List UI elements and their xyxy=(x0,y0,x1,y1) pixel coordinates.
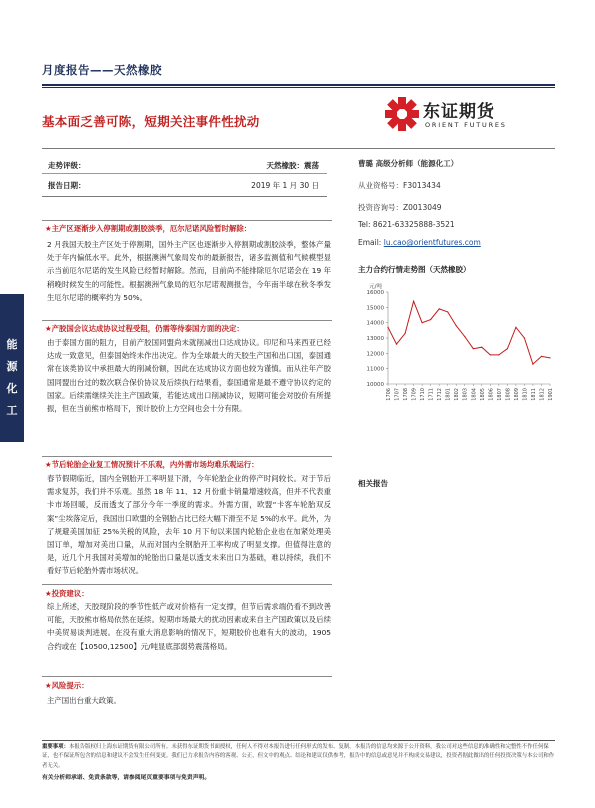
x-tick-label: 1801 xyxy=(445,388,452,401)
x-tick-label: 1901 xyxy=(548,388,554,401)
meta-bottom-rule xyxy=(42,196,327,197)
price-chart xyxy=(358,280,558,428)
x-tick-label: 1706 xyxy=(386,388,392,401)
disclaimer-label: 重要事项： xyxy=(42,744,69,750)
advisory-label: 投资咨询号： xyxy=(358,203,403,212)
price-data-point xyxy=(490,354,491,355)
y-tick-label: 14000 xyxy=(366,320,384,327)
price-data-point xyxy=(404,333,405,334)
section-rule xyxy=(42,584,332,585)
section-heading-risk: ★风险提示： xyxy=(45,681,89,690)
email-link[interactable]: lu.cao@orientfutures.com xyxy=(383,238,481,247)
price-series-line xyxy=(388,301,550,364)
disclaimer xyxy=(42,743,555,771)
x-tick-label: 1802 xyxy=(454,388,461,401)
report-meta xyxy=(42,154,327,194)
cert-label: 从业资格号： xyxy=(358,181,403,190)
x-tick-label: 1708 xyxy=(403,388,410,401)
price-data-point xyxy=(430,319,431,320)
analyst-name: 曹璐 高级分析师（能源化工） xyxy=(358,159,459,168)
disclaimer-footer: 有关分析师承诺、免责条款等，请参阅尾页重要事项与免责声明。 xyxy=(42,775,211,781)
price-data-point xyxy=(524,337,525,338)
price-data-point xyxy=(387,327,388,328)
related-reports-heading: 相关报告 xyxy=(358,479,388,488)
price-data-point xyxy=(447,311,448,312)
sidebar-label-char: 工 xyxy=(6,404,18,417)
logo-name-en: ORIENT FUTURES xyxy=(425,121,507,129)
x-tick-label: 1809 xyxy=(513,388,520,401)
x-tick-label: 1804 xyxy=(471,388,478,401)
date-label: 报告日期： xyxy=(48,181,86,190)
y-tick-label: 13000 xyxy=(366,336,384,342)
date-value: 2019 年 1 月 30 日 xyxy=(251,181,319,190)
price-data-point xyxy=(422,322,423,323)
x-tick-label: 1807 xyxy=(496,388,503,401)
price-data-point xyxy=(507,348,508,349)
footer-rule xyxy=(42,740,555,741)
cert-row xyxy=(358,180,441,191)
advisory-value: Z0013049 xyxy=(403,203,442,212)
x-tick-label: 1812 xyxy=(539,388,546,401)
advisory-row xyxy=(358,202,442,213)
y-tick-label: 16000 xyxy=(366,290,384,296)
x-tick-label: 1810 xyxy=(522,388,529,401)
price-data-point xyxy=(456,325,457,326)
sidebar-label-char: 源 xyxy=(6,360,18,373)
y-tick-label: 15000 xyxy=(366,305,384,312)
price-data-point xyxy=(413,301,414,302)
report-type-title: 月度报告——天然橡胶 xyxy=(42,63,162,77)
cert-value: F3013434 xyxy=(403,181,441,190)
rating-value: 天然橡胶：震荡 xyxy=(266,161,319,170)
price-data-point xyxy=(515,327,516,328)
logo-name-cn: 东证期货 xyxy=(423,102,495,122)
tel-row: Tel: 8621-63325888-3521 xyxy=(358,220,455,229)
price-data-point xyxy=(439,308,440,309)
section-body-supply: 2 月我国天胶主产区处于停割期，国外主产区也逐渐步入停割期或割胶淡季，整体产量处于年内偏低水平。此外，根据澳洲气象局发布的最新报告，诸多监测值和气候模型显示当前厄尔尼诺的发生风险已经暂时解除。然而，目前尚不能排除厄尔尼诺会在 19 年稍晚时候发生的可能性。根据澳洲气象局的厄尔尼诺观测报告，今年南半球在秋冬季发生厄尔尼诺的概率约为 50%。 xyxy=(47,240,331,302)
price-chart-svg xyxy=(358,280,558,428)
date-row xyxy=(42,174,327,194)
x-tick-label: 1711 xyxy=(428,388,435,401)
x-tick-label: 1806 xyxy=(488,388,495,401)
disclaimer-text: 本报告版权归上海东证期货有限公司所有。未获得东证期货书面授权，任何人不得对本报告进行任何形式的发布、复制。本报告的信息均来源于公开资料，我公司对这些信息的准确性和完整性不作任何保证，也不保证所包含的信息和建议不会发生任何变更。我们已力求报告内容的客观、公正，但文中的观点、结论和建议仅供参考，报告中的信息或意见并不构成交易建议，投资者据此做出的任何投资决策与本公司和作者无关。 xyxy=(42,744,555,769)
y-tick-label: 11000 xyxy=(366,366,384,373)
x-tick-label: 1808 xyxy=(505,388,512,401)
price-data-point xyxy=(541,356,542,357)
x-tick-label: 1712 xyxy=(437,388,444,401)
section-heading-advice: ★投资建议： xyxy=(45,589,89,598)
x-tick-label: 1710 xyxy=(420,388,427,401)
sidebar-label-char: 能 xyxy=(6,338,18,351)
header-rule xyxy=(42,84,555,86)
price-data-point xyxy=(549,357,550,358)
price-data-point xyxy=(532,363,533,364)
price-data-point xyxy=(473,348,474,349)
chart-title: 主力合约行情走势图（天然橡胶） xyxy=(358,265,471,274)
x-tick-label: 1811 xyxy=(530,388,537,401)
sidebar-label-char: 化 xyxy=(6,382,18,395)
section-rule xyxy=(42,320,332,321)
report-headline: 基本面乏善可陈，短期关注事件性扰动 xyxy=(42,114,260,129)
section-body-producers: 由于泰国方面的阻力，目前产胶国同盟尚未就削减出口达成协议。印尼和马来西亚已经达成一致意见，但泰国始终未作出决定。作为全球最大的天胶生产国和出口国，泰国通常在该类协议中承担最大的削减份额，因此在达成协议方面也较为谨慎。而从往年产胶国同盟出台过的数次联合保价协议及后续执行结果看，泰国通常是最不遵守协议约定的国家。后续需继续关注主产国政策，若能达成出口削减协议，短期可能会对胶价有所提振，但在当前熊市格局下，预计胶价上方空间也会十分有限。 xyxy=(47,338,331,414)
section-heading-supply: ★主产区逐渐步入停割期或割胶淡季，厄尔尼诺风险暂时解除： xyxy=(45,224,252,233)
x-tick-label: 1709 xyxy=(411,388,418,401)
y-tick-label: 10000 xyxy=(366,382,384,388)
sidebar-category-label xyxy=(0,334,24,422)
meta-top-rule xyxy=(42,148,555,149)
email-row xyxy=(358,238,481,247)
section-body-risk: 主产国出台重大政策。 xyxy=(47,696,121,705)
x-tick-label: 1707 xyxy=(394,388,401,401)
price-data-point xyxy=(464,336,465,337)
rating-row xyxy=(42,154,327,174)
section-body-advice: 综上所述，天胶现阶段的季节性低产或对价格有一定支撑，但节后需求端仍看不到改善可能，天胶熊市格局依然在延续。短期市场最大的扰动因素或来自主产国政策以及后续中美贸易谈判进展。在没有重大消息影响的情况下，短期胶价也难有大的波动，1905 合约或在【10500,12500】元/吨显底部弱势震荡格局。 xyxy=(47,602,331,651)
rating-label: 走势评级： xyxy=(48,161,86,170)
section-rule xyxy=(42,456,332,457)
section-rule xyxy=(42,220,332,221)
section-body-demand: 春节假期临近，国内全钢胎开工率明显下滑，今年轮胎企业的停产时间较长。对于节后需求复苏，我们并不乐观。虽然 18 年 11、12 月份重卡销量增速较高，但并不代表重卡市场回暖，反而透支了部分今年一季度的需求。外需方面，欧盟“卡客车轮胎双反案”尘埃落定后，我国出口欧盟的全钢胎占比已经大幅下滑至不足 5%的水平。此外，为了规避美国加征 25%关税的风险，去年 10 月下旬以来国内轮胎企业也在加紧处理美国订单，增加对美出口量，从而对国内全钢胎开工率构成了明显支撑。但值得注意的是，近几个月我国对美增加的轮胎出口量是以透支未来出口为基础，难以持续，我们不看好节后轮胎外需市场状况。 xyxy=(47,474,331,576)
logo-mark-icon xyxy=(385,97,419,131)
chart-unit-label: 元/吨 xyxy=(369,284,382,290)
header-rule-thin xyxy=(42,87,555,88)
y-tick-label: 12000 xyxy=(366,351,384,358)
section-heading-demand: ★节后轮胎企业复工情况预计不乐观，内外需市场均难乐观运行： xyxy=(45,460,259,469)
email-label: Email: xyxy=(358,238,384,247)
x-tick-label: 1805 xyxy=(479,388,486,401)
company-logo xyxy=(385,95,515,135)
price-data-point xyxy=(396,344,397,345)
section-rule xyxy=(42,676,332,677)
section-heading-producers: ★产胶国会议达成协议过程受阻，仍需等待泰国方面的决定： xyxy=(45,324,244,333)
price-data-point xyxy=(498,354,499,355)
x-tick-label: 1803 xyxy=(462,388,469,401)
price-data-point xyxy=(481,347,482,348)
